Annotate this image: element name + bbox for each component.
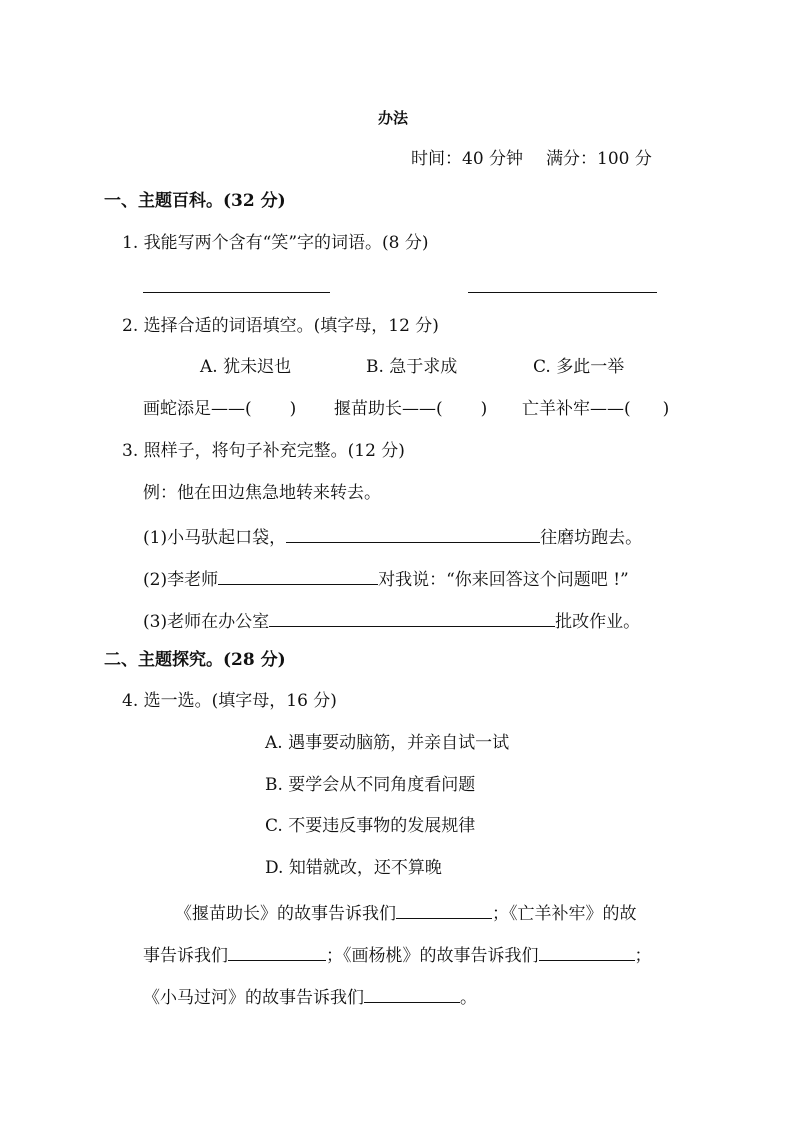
q2-prompt: 2. 选择合适的词语填空。(填字母，12 分) [122,316,439,336]
q2-item-3-close: ) [662,399,670,419]
q3-sentence-2 [143,566,629,590]
q4-p3-a: 《小马过河》的故事告诉我们 [143,988,364,1008]
q4-p2-c: ； [634,946,652,966]
q4-paragraph-line-3 [143,984,477,1008]
q3-prompt: 3. 照样子，将句子补充完整。(12 分) [122,441,405,461]
q2-item-2-label: 揠苗助长——( [334,399,443,419]
section1-heading: 一、主题百科。(32 分) [104,191,286,211]
q3-sentence-1 [143,524,642,548]
q3-s2-before: (2)李老师 [143,570,219,590]
q2-item-2 [334,399,487,419]
q4-option-d: D. 知错就改，还不算晚 [265,858,442,878]
q4-p1-a: 《揠苗助长》的故事告诉我们 [175,904,396,924]
q2-item-1-close: ) [289,399,297,419]
q3-s2-blank[interactable] [218,566,378,585]
q4-blank-3[interactable] [539,942,635,961]
q2-item-2-close: ) [480,399,488,419]
section2-heading: 二、主题探究。(28 分) [104,650,286,670]
q3-s3-before: (3)老师在办公室 [143,612,270,632]
q3-s2-after: 对我说：“你来回答这个问题吧 !” [378,570,629,590]
q4-p2-a: 事告诉我们 [143,946,228,966]
q4-paragraph-line-2 [143,942,652,966]
q4-prompt: 4. 选一选。(填字母，16 分) [122,691,337,711]
q4-p1-b: ；《亡羊补牢》的故 [492,904,637,924]
q3-s1-before: (1)小马驮起口袋， [143,528,287,548]
q4-p3-b: 。 [460,988,477,1008]
q2-item-3-label: 亡羊补牢——( [522,399,631,419]
q2-item-1-label: 画蛇添足——( [143,399,252,419]
q3-s1-after: 往磨坊跑去。 [540,528,643,548]
q2-option-a: A. 犹未迟也 [200,357,292,377]
q3-s3-after: 批改作业。 [555,612,641,632]
q1-answer-line-2[interactable] [468,292,657,293]
q4-option-b: B. 要学会从不同角度看问题 [265,775,476,795]
q4-option-a: A. 遇事要动脑筋，并亲自试一试 [265,733,510,753]
full-score: 满分：100 分 [546,149,652,169]
q3-sentence-3 [143,608,640,632]
q1-prompt: 1. 我能写两个含有“笑”字的词语。(8 分) [122,233,429,253]
time-limit: 时间：40 分钟 [411,149,524,169]
q2-option-c: C. 多此一举 [533,357,625,377]
q3-example: 例：他在田边焦急地转来转去。 [143,483,381,503]
q3-s1-blank[interactable] [286,524,540,543]
q4-p2-b: ；《画杨桃》的故事告诉我们 [326,946,539,966]
q1-answer-line-1[interactable] [143,292,330,293]
page-title: 办法 [378,109,409,127]
q4-blank-1[interactable] [396,900,492,919]
q4-blank-4[interactable] [364,984,460,1003]
q4-blank-2[interactable] [228,942,326,961]
q2-item-1 [143,399,296,419]
q4-paragraph-line-1 [175,900,637,924]
q2-option-b: B. 急于求成 [366,357,458,377]
q2-item-3 [522,399,669,419]
q3-s3-blank[interactable] [269,608,555,627]
q4-option-c: C. 不要违反事物的发展规律 [265,816,476,836]
